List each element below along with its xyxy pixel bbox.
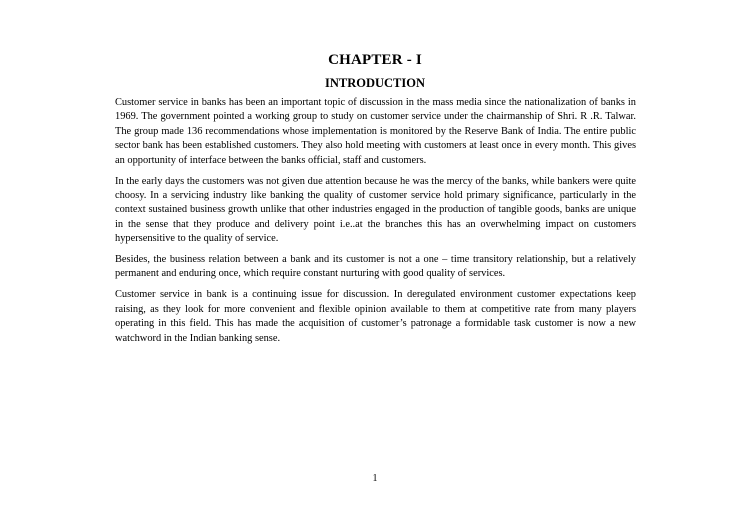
chapter-title: INTRODUCTION [324, 76, 425, 90]
body-text [115, 96, 636, 353]
paragraph-3: Besides, the business relation between a bank and its customer is not a one – time transitory relationship, but a relatively permanent and enduring once, which require constant nurturing with good quality of services. [115, 254, 636, 280]
paragraph-2: In the early days the customers was not given due attention because he was the mercy of the banks, while bankers were quite choosy. In a servicing industry like banking the quality of customer service hold primary significance, particularly in the context sustained business growth unlike that other industries engaged in the production of tangible goods, banks are unique in the sense that they produce and delivery point i.e..at the branches this has an overwhelming impact on customers hypersensitive to the quality of service. [115, 175, 636, 245]
paragraph-1: Customer service in banks has been an important topic of discussion in the mass media since the nationalization of banks in 1969. The government pointed a working group to study on customer service under the chairmanship of Shri. R .R. Talwar. The group made 136 recommendations whose implementation is monitored by the Reserve Bank of India. The entire public sector bank has been established customers. They also hold meeting with customers at least once in every month. This gives an opportunity of interface between the banks official, staff and customers. [115, 97, 636, 166]
paragraph-4: Customer service in bank is a continuing issue for discussion. In deregulated environment customer expectations keep raising, as they look for more convenient and flexible opinion available to them at competitive rate from many players operating in this field. This has made the acquisition of customer’s patronage a formidable task customer is now a new watchword in the Indian banking sense. [115, 289, 636, 344]
chapter-heading: CHAPTER - I [328, 52, 422, 68]
page-number: 1 [372, 473, 378, 484]
